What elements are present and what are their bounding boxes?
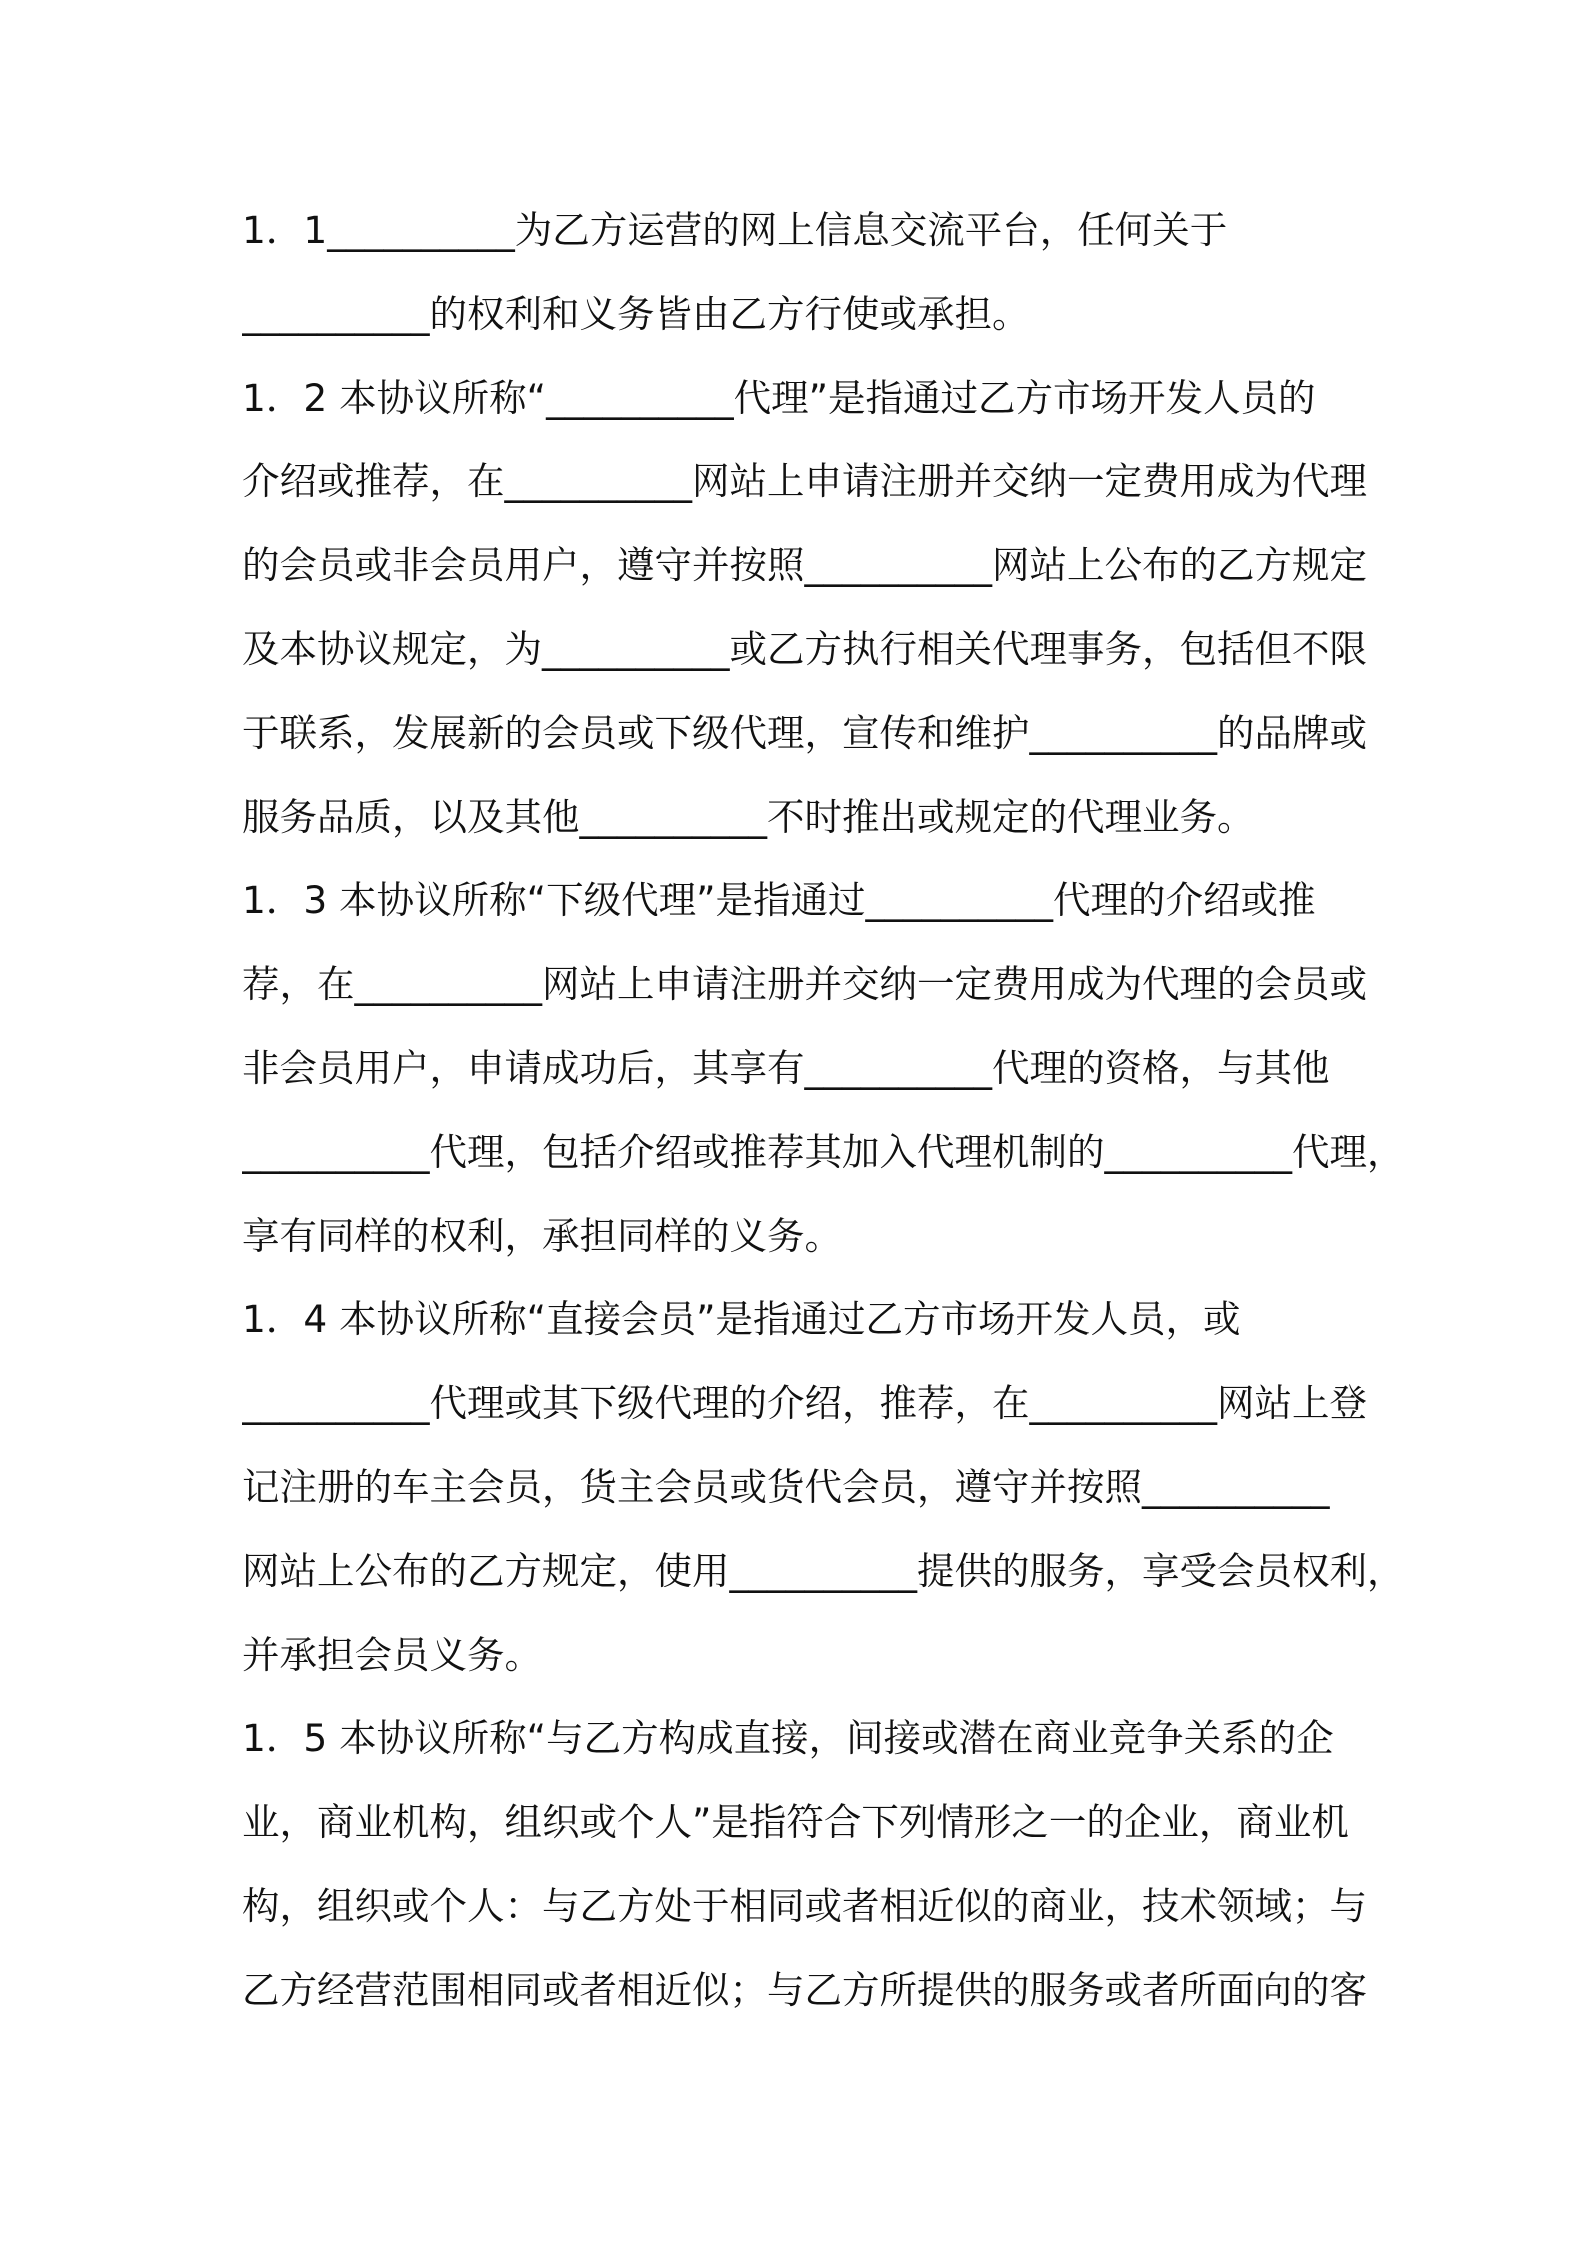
clause-line: 荐，在__________网站上申请注册并交纳一定费用成为代理的会员或 xyxy=(242,962,1367,1007)
clause-line: 1．2 本协议所称“__________代理”是指通过乙方市场开发人员的 xyxy=(242,375,1316,420)
clause-line: 服务品质，以及其他__________不时推出或规定的代理业务。 xyxy=(242,794,1255,839)
clause-line: 1．3 本协议所称“下级代理”是指通过__________代理的介绍或推 xyxy=(242,878,1316,923)
clause-1-4 xyxy=(242,1278,1542,1697)
clause-line: 1．5 本协议所称“与乙方构成直接，间接或潜在商业竞争关系的企 xyxy=(242,1716,1334,1761)
clause-line: __________的权利和义务皆由乙方行使或承担。 xyxy=(242,291,1030,336)
clause-line: 构，组织或个人：与乙方处于相同或者相近似的商业，技术领域；与 xyxy=(242,1883,1367,1928)
clause-1-3 xyxy=(242,859,1542,1278)
clause-1-5 xyxy=(242,1697,1542,2032)
clause-line: 1．4 本协议所称“直接会员”是指通过乙方市场开发人员，或 xyxy=(242,1297,1241,1342)
clause-line: 业，商业机构，组织或个人”是指符合下列情形之一的企业，商业机 xyxy=(242,1800,1349,1845)
clause-1-2 xyxy=(242,357,1542,860)
clause-line: 的会员或非会员用户，遵守并按照__________网站上公布的乙方规定 xyxy=(242,543,1367,588)
clause-line: 介绍或推荐，在__________网站上申请注册并交纳一定费用成为代理 xyxy=(242,459,1367,504)
clause-line: __________代理或其下级代理的介绍，推荐，在__________网站上登 xyxy=(242,1381,1367,1426)
clause-line: 及本协议规定，为__________或乙方执行相关代理事务，包括但不限 xyxy=(242,626,1367,671)
clause-line: 享有同样的权利，承担同样的义务。 xyxy=(242,1213,842,1258)
clause-line: 非会员用户，申请成功后，其享有__________代理的资格，与其他 xyxy=(242,1045,1330,1090)
clause-1-1 xyxy=(242,189,1542,357)
clause-line: 网站上公布的乙方规定，使用__________提供的服务，享受会员权利， xyxy=(242,1548,1405,1593)
clause-line: 1．1__________为乙方运营的网上信息交流平台，任何关于 xyxy=(242,208,1228,252)
clause-line: __________代理，包括介绍或推荐其加入代理机制的__________代理， xyxy=(242,1129,1405,1174)
document-body xyxy=(242,189,1542,2033)
clause-line: 记注册的车主会员，货主会员或货代会员，遵守并按照__________ xyxy=(242,1464,1330,1509)
clause-line: 并承担会员义务。 xyxy=(242,1632,542,1677)
clause-line: 于联系，发展新的会员或下级代理，宣传和维护__________的品牌或 xyxy=(242,710,1367,755)
clause-line: 乙方经营范围相同或者相近似；与乙方所提供的服务或者所面向的客 xyxy=(242,1967,1367,2012)
